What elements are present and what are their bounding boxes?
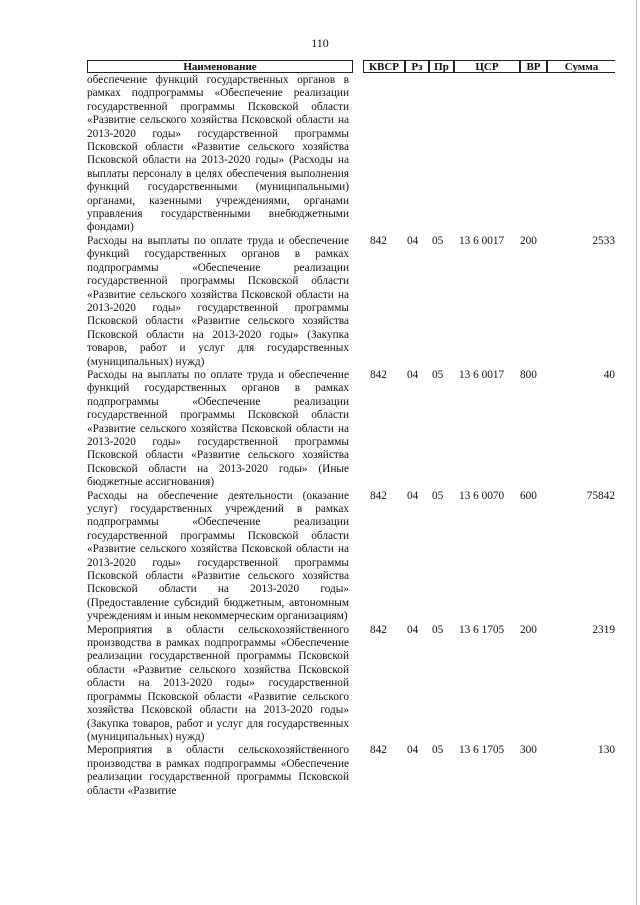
cell-vr: 600 — [520, 489, 537, 502]
cell-rz: 04 — [407, 744, 419, 757]
row-description: Мероприятия в области сельскохозяйственного производства в рамках подпрограммы «Обеспечение реализации государственной программы Псковской области «Развитие — [87, 744, 349, 797]
column-header-rz: Рз — [405, 60, 429, 73]
row-description: Расходы на выплаты по оплате труда и обеспечение функций государственных органов в рамках подпрограммы «Обеспечение реализации государственной программы Псковской области «Развитие сельского хозяйства Псковской области на 2013-2020 годы» государственной программы Псковской области «Развитие сельского хозяйства Псковской области на 2013-2020 годы» (Иные бюджетные ассигнования) — [87, 368, 349, 489]
cell-sum: 130 — [598, 744, 615, 757]
row-description: Расходы на выплаты по оплате труда и обеспечение функций государственных органов в рамках подпрограммы «Обеспечение реализации государственной программы Псковской области «Развитие сельского хозяйства Псковской области на 2013-2020 годы» государственной программы Псковской области «Развитие сельского хозяйства Псковской области на 2013-2020 годы» (Закупка товаров, работ и услуг для государственных (муниципальных) нужд) — [87, 234, 349, 368]
cell-rz: 04 — [407, 368, 419, 381]
cell-kvsr: 842 — [370, 744, 387, 757]
column-header-pr: Пр — [429, 60, 454, 73]
table-body — [87, 74, 615, 798]
column-header-sum: Сумма — [547, 60, 615, 73]
cell-rz: 04 — [407, 623, 419, 636]
column-header-kvsr: КВСР — [363, 60, 405, 73]
row-description: обеспечение функций государственных органов в рамках подпрограммы «Обеспечение реализации государственной программы Псковской области «Развитие сельского хозяйства Псковской области на 2013-2020 годы» государственной программы Псковской области «Развитие сельского хозяйства Псковской области на 2013-2020 годы» (Расходы на выплаты персоналу в целях обеспечения выполнения функций государственными (муниципальными) органами, казенными учреждениями, органами управления государственными внебюджетными фондами) — [87, 74, 349, 234]
table-row — [87, 74, 615, 235]
cell-sum: 2533 — [592, 234, 615, 247]
cell-vr: 200 — [520, 234, 537, 247]
column-header-vr: ВР — [520, 60, 547, 73]
cell-csr: 13 6 1705 — [459, 744, 505, 757]
cell-kvsr: 842 — [370, 623, 387, 636]
column-header-name: Наименование — [87, 60, 353, 73]
cell-vr: 200 — [520, 623, 537, 636]
row-description: Мероприятия в области сельскохозяйственного производства в рамках подпрограммы «Обеспечение реализации государственной программы Псковской области «Развитие сельского хозяйства Псковской области на 2013-2020 годы» государственной программы Псковской области «Развитие сельского хозяйства Псковской области на 2013-2020 годы» (Закупка товаров, работ и услуг для государственных (муниципальных) нужд) — [87, 623, 349, 743]
cell-csr: 13 6 0017 — [459, 234, 505, 247]
cell-rz: 04 — [407, 489, 419, 502]
page-edge-line — [636, 0, 637, 905]
table-row — [87, 235, 615, 369]
cell-sum: 2319 — [592, 623, 615, 636]
row-description: Расходы на обеспечение деятельности (оказание услуг) государственных учреждений в рамках подпрограммы «Обеспечение реализации государственной программы Псковской области «Развитие сельского хозяйства Псковской области на 2013-2020 годы» государственной программы Псковской области «Развитие сельского хозяйства Псковской области на 2013-2020 годы» (Предоставление субсидий бюджетным, автономным учреждениям и иным некоммерческим организациям) — [87, 489, 349, 623]
cell-csr: 13 6 0070 — [459, 489, 505, 502]
cell-csr: 13 6 0017 — [459, 368, 505, 381]
cell-sum: 40 — [603, 368, 615, 381]
page-number: 110 — [311, 36, 329, 50]
cell-pr: 05 — [432, 234, 444, 247]
cell-kvsr: 842 — [370, 234, 387, 247]
table-row — [87, 490, 615, 624]
cell-pr: 05 — [432, 489, 444, 502]
table-row — [87, 624, 615, 745]
table-header — [87, 60, 615, 74]
cell-pr: 05 — [432, 623, 444, 636]
cell-rz: 04 — [407, 234, 419, 247]
cell-vr: 800 — [520, 368, 537, 381]
cell-kvsr: 842 — [370, 368, 387, 381]
table-row — [87, 369, 615, 490]
column-header-csr: ЦСР — [454, 60, 520, 73]
cell-pr: 05 — [432, 368, 444, 381]
cell-pr: 05 — [432, 744, 444, 757]
cell-csr: 13 6 1705 — [459, 623, 505, 636]
cell-vr: 300 — [520, 744, 537, 757]
cell-sum: 75842 — [586, 489, 615, 502]
table-row — [87, 744, 615, 798]
cell-kvsr: 842 — [370, 489, 387, 502]
